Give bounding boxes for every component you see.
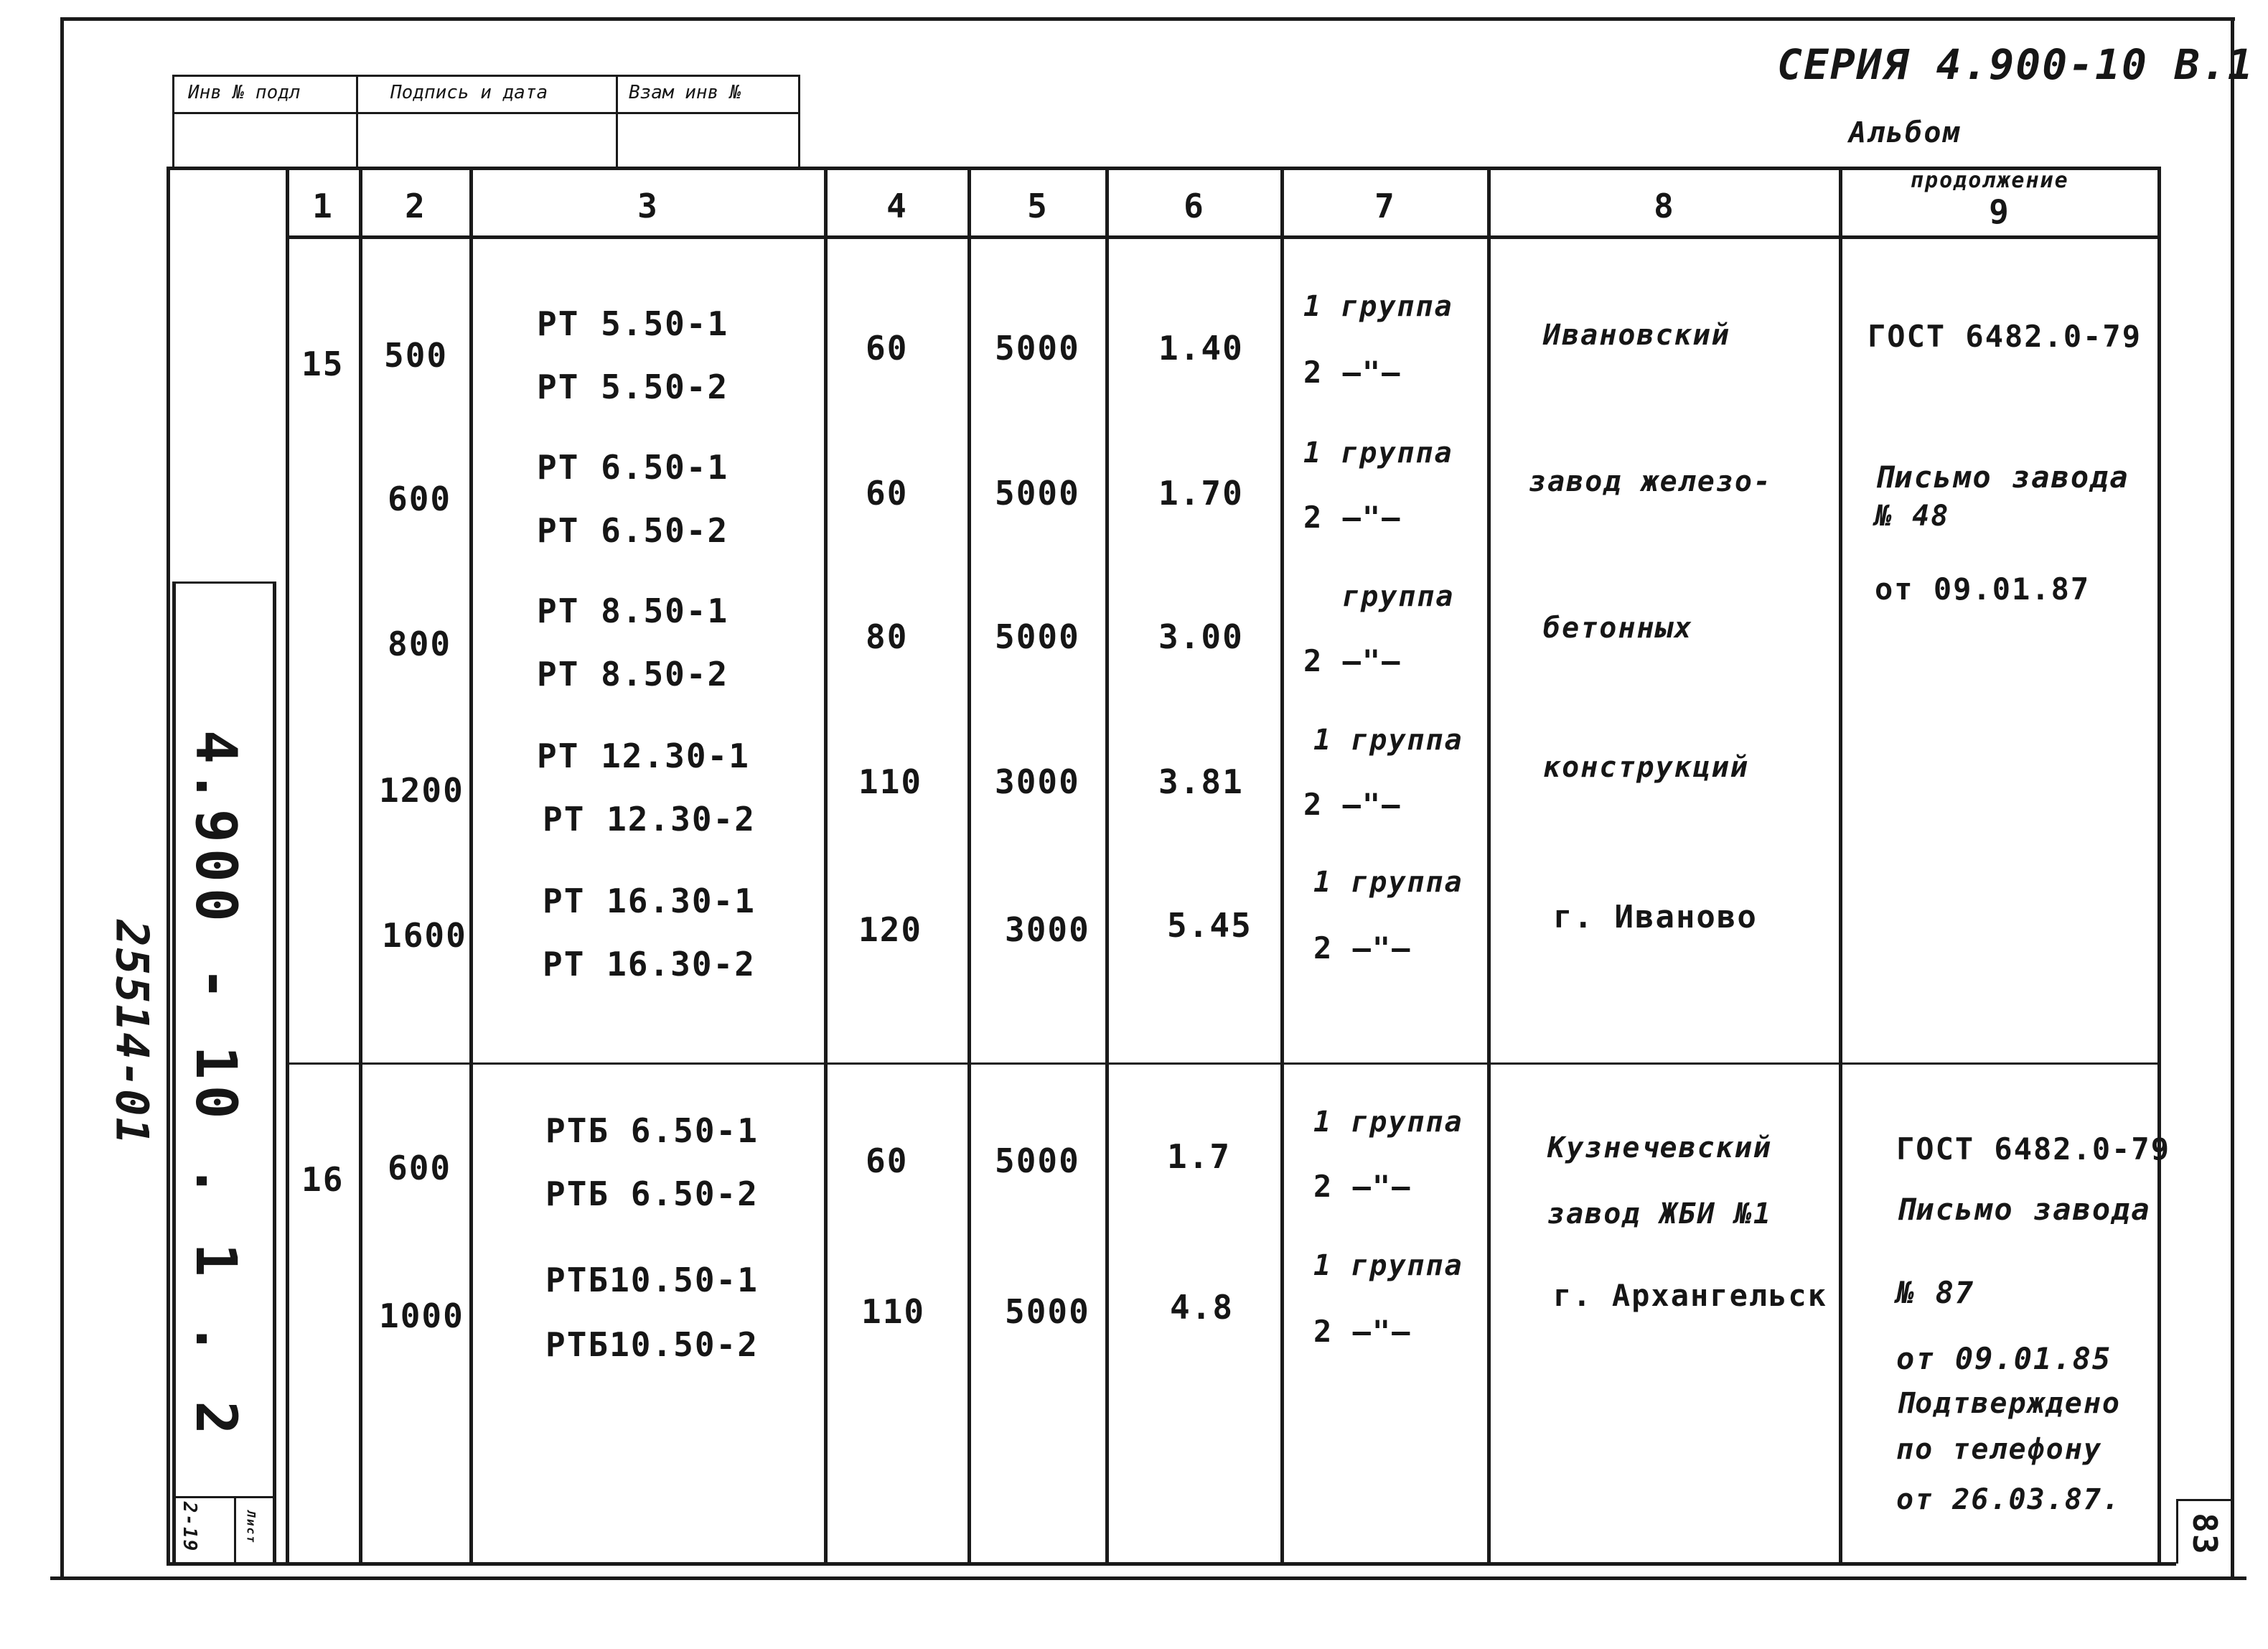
sheet-box-left bbox=[2176, 1499, 2178, 1564]
manufacturer-line: г. Архангельск bbox=[1553, 1278, 1828, 1313]
basis-line: от 26.03.87. bbox=[1896, 1483, 2121, 1516]
basis-line: № 87 bbox=[1896, 1275, 1975, 1310]
row-c4: 110 bbox=[861, 1292, 926, 1331]
basis-line: ГОСТ 6482.0-79 bbox=[1896, 1131, 2171, 1167]
basis-line: Подтверждено bbox=[1896, 1387, 2121, 1420]
row-group-1: 1 группа bbox=[1313, 1106, 1463, 1139]
table-right bbox=[2157, 167, 2161, 1565]
row-c6: 3.81 bbox=[1158, 762, 1244, 801]
row-group-1: 1 группа bbox=[1313, 1249, 1463, 1282]
row-c4: 60 bbox=[866, 474, 909, 513]
col-header-7: 7 bbox=[1374, 187, 1395, 225]
manufacturer-line: Ивановский bbox=[1543, 319, 1730, 352]
bottom-left-value: 2-19 bbox=[179, 1501, 200, 1553]
stamp-left bbox=[172, 75, 174, 168]
side-block-top bbox=[172, 581, 276, 584]
basis-line: по телефону bbox=[1896, 1433, 2102, 1466]
manufacturer-line: завод железо- bbox=[1529, 465, 1773, 498]
frame-top bbox=[60, 17, 2235, 21]
col-header-1: 1 bbox=[312, 187, 332, 225]
row-mark-1: РТБ10.50-1 bbox=[545, 1261, 759, 1299]
row-group-2: 2 —"— bbox=[1313, 930, 1412, 966]
manufacturer-line: г. Иваново bbox=[1553, 899, 1758, 935]
row-c5: 5000 bbox=[995, 617, 1080, 656]
manufacturer-line: конструкций bbox=[1543, 751, 1749, 784]
row-group-2: 2 —"— bbox=[1313, 1169, 1412, 1204]
sheet-number: 83 bbox=[2185, 1513, 2224, 1556]
basis-line: от 09.01.85 bbox=[1896, 1341, 2112, 1376]
row-mark-2: РТБ 6.50-2 bbox=[545, 1174, 759, 1213]
row-mark-1: РТ 8.50-1 bbox=[537, 592, 729, 630]
table-left bbox=[167, 167, 170, 1565]
row-group-2: 2 —"— bbox=[1303, 643, 1402, 678]
side-block-left bbox=[172, 581, 176, 1562]
frame-bottom bbox=[50, 1576, 2246, 1580]
row-group-1: 1 группа bbox=[1303, 290, 1453, 323]
basis-line: от 09.01.87 bbox=[1875, 571, 2091, 607]
manufacturer-line: бетонных bbox=[1543, 612, 1693, 645]
manufacturer-line: Кузнечевский bbox=[1547, 1131, 1772, 1164]
row-size: 500 bbox=[384, 336, 449, 375]
stamp-signature-date: Подпись и дата bbox=[390, 82, 548, 103]
row-c4: 80 bbox=[866, 617, 909, 656]
group-number: 15 bbox=[301, 345, 345, 383]
basis-line: Письмо завода bbox=[1896, 1192, 2151, 1227]
bottom-left-label: Лист bbox=[244, 1510, 258, 1544]
row-mark-2: РТБ10.50-2 bbox=[545, 1325, 759, 1364]
col-header-4: 4 bbox=[886, 187, 906, 225]
col-line-3 bbox=[469, 167, 473, 1565]
manufacturer-line: завод ЖБИ №1 bbox=[1547, 1197, 1772, 1230]
row-group-2: 2 —"— bbox=[1313, 1314, 1412, 1349]
basis-line: ГОСТ 6482.0-79 bbox=[1868, 319, 2142, 354]
table-bottom bbox=[167, 1562, 2176, 1566]
row-group-2: 2 —"— bbox=[1303, 787, 1402, 822]
col-line-6 bbox=[1105, 167, 1109, 1565]
row-c6: 5.45 bbox=[1167, 906, 1252, 945]
row-size: 800 bbox=[388, 625, 452, 663]
row-c4: 60 bbox=[866, 329, 909, 368]
row-c5: 5000 bbox=[1005, 1292, 1090, 1331]
row-group-1: группа bbox=[1342, 580, 1455, 613]
row-c4: 120 bbox=[858, 910, 923, 949]
col-line-9 bbox=[1839, 167, 1842, 1565]
stamp-div2 bbox=[616, 75, 618, 168]
row-group-1: 1 группа bbox=[1303, 436, 1453, 470]
row-mark-1: РТ 6.50-1 bbox=[537, 448, 729, 487]
row-mark-2: РТ 12.30-2 bbox=[543, 800, 756, 838]
col-line-5 bbox=[967, 167, 971, 1565]
row-size: 1600 bbox=[382, 916, 467, 955]
row-mark-2: РТ 16.30-2 bbox=[543, 945, 756, 984]
group-number: 16 bbox=[301, 1160, 345, 1199]
row-c6: 1.40 bbox=[1158, 329, 1244, 368]
col-header-9: 9 bbox=[1989, 192, 2009, 231]
row-size: 1000 bbox=[379, 1297, 464, 1335]
col-line-8 bbox=[1487, 167, 1491, 1565]
row-mark-2: РТ 6.50-2 bbox=[537, 511, 729, 550]
sheet-box-top bbox=[2176, 1499, 2234, 1501]
row-mark-2: РТ 5.50-2 bbox=[537, 368, 729, 406]
col-line-4 bbox=[824, 167, 828, 1565]
row-mark-2: РТ 8.50-2 bbox=[537, 655, 729, 693]
row-group-1: 1 группа bbox=[1313, 724, 1463, 757]
col-header-2: 2 bbox=[405, 187, 425, 225]
continuation-label: продолжение bbox=[1911, 168, 2069, 193]
col-line-2 bbox=[359, 167, 362, 1565]
header-bottom bbox=[286, 235, 2160, 239]
row-c4: 110 bbox=[858, 762, 923, 801]
row-mark-1: РТ 16.30-1 bbox=[543, 882, 756, 920]
row-size: 600 bbox=[388, 480, 452, 518]
row-c6: 1.7 bbox=[1167, 1137, 1232, 1176]
archive-number: 25514-01 bbox=[106, 920, 159, 1146]
row-size: 600 bbox=[388, 1149, 452, 1187]
stamp-top bbox=[172, 75, 798, 77]
row-c5: 5000 bbox=[995, 1141, 1080, 1180]
frame-right bbox=[2231, 20, 2234, 1578]
row-c6: 3.00 bbox=[1158, 617, 1244, 656]
stamp-right bbox=[798, 75, 800, 168]
col-line-1 bbox=[286, 167, 289, 1565]
group-divider bbox=[286, 1062, 2160, 1065]
stamp-mid bbox=[172, 112, 798, 114]
row-group-2: 2 —"— bbox=[1303, 355, 1402, 390]
row-c5: 5000 bbox=[995, 474, 1080, 513]
row-mark-1: РТ 12.30-1 bbox=[537, 737, 750, 775]
basis-line: № 48 bbox=[1875, 500, 1950, 533]
row-c5: 3000 bbox=[995, 762, 1080, 801]
row-mark-1: РТБ 6.50-1 bbox=[545, 1111, 759, 1150]
row-c6: 1.70 bbox=[1158, 474, 1244, 513]
basis-line: Письмо завода bbox=[1875, 459, 2129, 495]
stamp-vzam-inv: Взам инв № bbox=[629, 82, 741, 103]
row-c6: 4.8 bbox=[1170, 1288, 1234, 1327]
row-mark-1: РТ 5.50-1 bbox=[537, 304, 729, 343]
side-code: 4.900 - 10 . 1 . 2 bbox=[183, 730, 248, 1441]
row-c5: 5000 bbox=[995, 329, 1080, 368]
col-header-3: 3 bbox=[637, 187, 657, 225]
stamp-inv-podl: Инв № подл bbox=[188, 82, 301, 103]
col-line-7 bbox=[1280, 167, 1284, 1565]
album-label: Альбом bbox=[1849, 116, 1962, 149]
col-header-6: 6 bbox=[1184, 187, 1204, 225]
series-code: СЕРИЯ 4.900-10 В.1 bbox=[1777, 40, 2254, 89]
col-header-5: 5 bbox=[1027, 187, 1047, 225]
row-group-2: 2 —"— bbox=[1303, 500, 1402, 535]
side-block-mid bbox=[234, 1496, 236, 1562]
col-header-8: 8 bbox=[1654, 187, 1674, 225]
frame-left bbox=[60, 17, 64, 1579]
row-c5: 3000 bbox=[1005, 910, 1090, 949]
stamp-div1 bbox=[356, 75, 358, 168]
side-block-right bbox=[273, 581, 276, 1562]
row-group-1: 1 группа bbox=[1313, 866, 1463, 899]
row-c4: 60 bbox=[866, 1141, 909, 1180]
table-top bbox=[167, 167, 2160, 170]
row-size: 1200 bbox=[379, 771, 464, 810]
